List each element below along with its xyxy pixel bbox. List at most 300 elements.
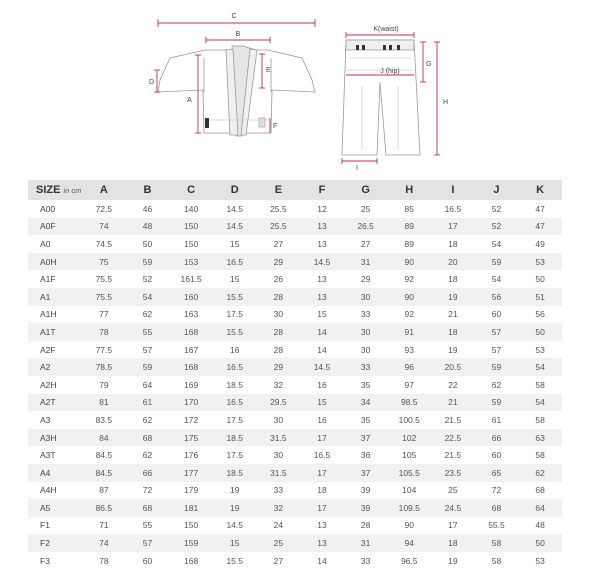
measure-cell: 17.5 xyxy=(226,309,243,320)
measure-cell: 30 xyxy=(344,323,388,341)
measure-cell: 28 xyxy=(360,520,371,531)
measure-cell: 75.5 xyxy=(95,274,113,285)
size-cell: A2H xyxy=(40,379,57,390)
measure-cell: 62 xyxy=(142,450,153,461)
measure-cell: 60 xyxy=(491,309,502,320)
measure-cell: 39 xyxy=(360,485,371,496)
size-chart-table xyxy=(28,180,562,569)
header-col-g: G xyxy=(344,180,388,200)
measure-cell: 169 xyxy=(184,379,199,390)
measure-cell: 78 xyxy=(82,323,126,341)
measure-cell: 52 xyxy=(475,218,519,236)
table-row xyxy=(28,499,562,517)
size-cell: A3T xyxy=(40,450,56,461)
measure-cell: 61 xyxy=(491,414,502,425)
table-row xyxy=(28,394,562,412)
measure-cell: 68 xyxy=(126,429,170,447)
size-cell: A0F xyxy=(28,218,82,236)
measure-cell: 46 xyxy=(142,203,153,214)
measure-cell: 14.5 xyxy=(300,253,344,271)
measure-cell: 29.5 xyxy=(257,394,301,412)
header-col-b: B xyxy=(126,180,170,200)
measure-cell: 100.5 xyxy=(398,414,420,425)
measure-cell: 31 xyxy=(344,253,388,271)
jacket-label-b: B xyxy=(235,31,241,38)
measure-cell: 91 xyxy=(387,323,431,341)
measure-cell: 17.5 xyxy=(226,450,243,461)
size-cell: F3 xyxy=(40,555,50,566)
header-col-k: K xyxy=(518,180,562,200)
header-size: SIZE in cm xyxy=(28,180,82,200)
measure-cell: 54 xyxy=(491,238,502,249)
measure-cell: 34 xyxy=(344,394,388,412)
measure-cell: 50 xyxy=(518,534,562,552)
measure-cell: 59 xyxy=(126,358,170,376)
measure-cell: 58 xyxy=(491,555,502,566)
jacket-label-c: C xyxy=(231,13,237,20)
measure-cell: 50 xyxy=(518,323,562,341)
measure-cell: 98.5 xyxy=(387,394,431,412)
measure-cell: 37 xyxy=(344,464,388,482)
measure-cell: 94 xyxy=(387,534,431,552)
measure-cell: 48 xyxy=(535,520,545,531)
measure-cell: 15 xyxy=(317,309,327,320)
measure-cell: 18 xyxy=(448,238,458,249)
size-cell: A3H xyxy=(28,429,82,447)
pants-label-h: H xyxy=(443,99,449,106)
measure-cell: 55 xyxy=(142,520,153,531)
measure-cell: 79 xyxy=(99,379,109,390)
measure-cell: 16 xyxy=(317,379,327,390)
size-diagram xyxy=(0,0,590,175)
measure-cell: 29 xyxy=(257,253,301,271)
measure-cell: 19 xyxy=(230,485,240,496)
measure-cell: 47 xyxy=(535,203,545,214)
measure-cell: 18.5 xyxy=(226,379,243,390)
measure-cell: 21.5 xyxy=(444,450,462,461)
measure-cell: 24 xyxy=(273,520,284,531)
measure-cell: 31.5 xyxy=(257,429,301,447)
measure-cell: 31 xyxy=(344,534,388,552)
measure-cell: 16 xyxy=(317,414,327,425)
measure-cell: 15.5 xyxy=(213,288,257,306)
measure-cell: 105.5 xyxy=(387,464,431,482)
measure-cell: 161.5 xyxy=(180,274,202,285)
measure-cell: 32 xyxy=(257,499,301,517)
header-col-c: C xyxy=(169,180,213,200)
size-cell: F1 xyxy=(40,520,50,531)
measure-cell: 74 xyxy=(82,534,126,552)
measure-cell: 32 xyxy=(273,379,284,390)
measure-cell: 150 xyxy=(169,218,213,236)
measure-cell: 109.5 xyxy=(387,499,431,517)
measure-cell: 168 xyxy=(184,555,199,566)
measure-cell: 59 xyxy=(126,253,170,271)
measure-cell: 51 xyxy=(518,288,562,306)
measure-cell: 89 xyxy=(387,218,431,236)
measure-cell: 17 xyxy=(448,520,458,531)
measure-cell: 90 xyxy=(387,253,431,271)
measure-cell: 13 xyxy=(300,534,344,552)
size-cell: A0H xyxy=(28,253,82,271)
table-row xyxy=(28,376,562,394)
measure-cell: 179 xyxy=(184,485,199,496)
size-cell: A1T xyxy=(28,323,82,341)
measure-cell: 21.5 xyxy=(444,414,462,425)
measure-cell: 96 xyxy=(387,358,431,376)
header-col-d: D xyxy=(213,180,257,200)
measure-cell: 18.5 xyxy=(213,429,257,447)
measure-cell: 50 xyxy=(142,238,153,249)
size-cell: A1 xyxy=(28,288,82,306)
pants-dimension-lines xyxy=(342,32,440,164)
measure-cell: 15.5 xyxy=(213,323,257,341)
size-cell: A4H xyxy=(40,485,57,496)
measure-cell: 81 xyxy=(82,394,126,412)
measure-cell: 52 xyxy=(491,203,502,214)
table-row xyxy=(28,552,562,570)
measure-cell: 54 xyxy=(126,288,170,306)
measure-cell: 21 xyxy=(431,394,475,412)
measure-cell: 53 xyxy=(535,344,545,355)
measure-cell: 53 xyxy=(535,555,545,566)
measure-cell: 26 xyxy=(273,274,284,285)
measure-cell: 16.5 xyxy=(213,394,257,412)
measure-cell: 17 xyxy=(300,464,344,482)
size-cell: A0 xyxy=(40,238,51,249)
measure-cell: 58 xyxy=(535,379,545,390)
measure-cell: 15.5 xyxy=(226,555,243,566)
measure-cell: 104 xyxy=(402,485,417,496)
jacket-label-f: F xyxy=(273,123,278,130)
measure-cell: 19 xyxy=(448,344,458,355)
measure-cell: 61 xyxy=(126,394,170,412)
measure-cell: 85 xyxy=(404,203,414,214)
measure-cell: 13 xyxy=(317,238,327,249)
pants-label-hip: J (hip) xyxy=(380,68,400,75)
measure-cell: 150 xyxy=(184,520,199,531)
measure-cell: 86.5 xyxy=(82,499,126,517)
size-cell: A2T xyxy=(28,394,82,412)
size-cell: F2 xyxy=(28,534,82,552)
measure-cell: 13 xyxy=(300,288,344,306)
measure-cell: 50 xyxy=(535,274,545,285)
table-row xyxy=(28,411,562,429)
pants-label-i: I xyxy=(356,165,358,172)
measure-cell: 28 xyxy=(257,288,301,306)
header-col-f: F xyxy=(300,180,344,200)
measure-cell: 35 xyxy=(360,379,371,390)
jacket-label-d: D xyxy=(149,79,155,86)
measure-cell: 62 xyxy=(518,464,562,482)
measure-cell: 75 xyxy=(82,253,126,271)
table-row xyxy=(28,235,562,253)
table-row xyxy=(28,288,562,306)
measure-cell: 17 xyxy=(300,499,344,517)
size-cell: A1F xyxy=(40,274,56,285)
measure-cell: 57 xyxy=(126,534,170,552)
measure-cell: 25 xyxy=(448,485,458,496)
measure-cell: 159 xyxy=(169,534,213,552)
measure-cell: 33 xyxy=(273,485,284,496)
measure-cell: 17 xyxy=(300,429,344,447)
measure-cell: 62 xyxy=(491,379,502,390)
measure-cell: 77.5 xyxy=(95,344,113,355)
table-row xyxy=(28,341,562,359)
measure-cell: 181 xyxy=(169,499,213,517)
measure-cell: 25 xyxy=(257,534,301,552)
pants-label-waist: K(waist) xyxy=(373,26,399,33)
measure-cell: 21 xyxy=(448,309,458,320)
measure-cell: 33 xyxy=(344,358,388,376)
measure-cell: 72.5 xyxy=(95,203,113,214)
measure-cell: 28 xyxy=(273,344,284,355)
table-row xyxy=(28,517,562,535)
measure-cell: 172 xyxy=(184,414,199,425)
measure-cell: 168 xyxy=(169,323,213,341)
header-col-h: H xyxy=(387,180,431,200)
measure-cell: 14.5 xyxy=(226,520,243,531)
measure-cell: 84.5 xyxy=(95,450,113,461)
measure-cell: 96.5 xyxy=(400,555,418,566)
size-cell: A00 xyxy=(40,203,56,214)
measure-cell: 31.5 xyxy=(257,464,301,482)
measure-cell: 62 xyxy=(142,414,153,425)
measure-cell: 58 xyxy=(535,414,545,425)
measure-cell: 19 xyxy=(213,499,257,517)
measure-cell: 12 xyxy=(317,203,327,214)
measure-cell: 60 xyxy=(142,555,153,566)
measure-cell: 83.5 xyxy=(95,414,113,425)
measure-cell: 163 xyxy=(184,309,199,320)
measure-cell: 77 xyxy=(99,309,109,320)
measure-cell: 57 xyxy=(491,344,502,355)
measure-cell: 177 xyxy=(169,464,213,482)
measure-cell: 55.5 xyxy=(488,520,505,531)
measure-cell: 78.5 xyxy=(82,358,126,376)
measure-cell: 29 xyxy=(360,274,371,285)
measure-cell: 16.5 xyxy=(213,253,257,271)
measure-cell: 30 xyxy=(344,288,388,306)
measure-cell: 13 xyxy=(300,218,344,236)
size-cell: A3 xyxy=(40,414,51,425)
jacket-label-a: A xyxy=(187,97,192,104)
measure-cell: 25.5 xyxy=(270,203,287,214)
measure-cell: 150 xyxy=(184,238,199,249)
table-row xyxy=(28,253,562,271)
measure-cell: 30 xyxy=(273,309,284,320)
measure-cell: 170 xyxy=(169,394,213,412)
measure-cell: 30 xyxy=(360,344,371,355)
measure-cell: 18 xyxy=(431,323,475,341)
table-row xyxy=(28,306,562,324)
measure-cell: 39 xyxy=(344,499,388,517)
measure-cell: 25.5 xyxy=(257,218,301,236)
measure-cell: 49 xyxy=(535,238,545,249)
measure-cell: 26.5 xyxy=(344,218,388,236)
measure-cell: 62 xyxy=(142,309,153,320)
measure-cell: 52 xyxy=(142,274,153,285)
measure-cell: 27 xyxy=(360,238,371,249)
measure-cell: 168 xyxy=(169,358,213,376)
measure-cell: 48 xyxy=(126,218,170,236)
measure-cell: 92 xyxy=(404,309,414,320)
measure-cell: 97 xyxy=(404,379,414,390)
size-cell: A2 xyxy=(28,358,82,376)
measure-cell: 13 xyxy=(317,274,327,285)
measure-cell: 59 xyxy=(475,394,519,412)
jacket-label-e: E xyxy=(266,67,271,74)
measure-cell: 47 xyxy=(518,218,562,236)
measure-cell: 13 xyxy=(317,520,327,531)
measure-cell: 53 xyxy=(518,253,562,271)
measure-cell: 15 xyxy=(230,238,240,249)
measure-cell: 90 xyxy=(387,288,431,306)
table-row xyxy=(28,358,562,376)
size-cell: A1H xyxy=(40,309,57,320)
size-cell: A4 xyxy=(28,464,82,482)
measure-cell: 18 xyxy=(431,534,475,552)
table-row xyxy=(28,464,562,482)
table-body xyxy=(28,200,562,569)
measure-cell: 18 xyxy=(448,274,458,285)
measure-cell: 19 xyxy=(448,555,458,566)
measure-cell: 16 xyxy=(230,344,240,355)
measure-cell: 56 xyxy=(475,288,519,306)
header-unit: in cm xyxy=(63,186,82,195)
header-col-j: J xyxy=(475,180,519,200)
measure-cell: 167 xyxy=(184,344,199,355)
table-row xyxy=(28,429,562,447)
measure-cell: 65 xyxy=(475,464,519,482)
measure-cell: 74.5 xyxy=(95,238,113,249)
measure-cell: 20.5 xyxy=(431,358,475,376)
measure-cell: 18.5 xyxy=(213,464,257,482)
measure-cell: 153 xyxy=(169,253,213,271)
measure-cell: 68 xyxy=(126,499,170,517)
measure-cell: 78 xyxy=(99,555,109,566)
measure-cell: 140 xyxy=(184,203,199,214)
measure-cell: 14 xyxy=(317,344,327,355)
measure-cell: 68 xyxy=(475,499,519,517)
measure-cell: 54 xyxy=(518,394,562,412)
measure-cell: 16.5 xyxy=(213,358,257,376)
size-cell: A2F xyxy=(40,344,56,355)
measure-cell: 23.5 xyxy=(431,464,475,482)
measure-cell: 17.5 xyxy=(226,414,243,425)
measure-cell: 17 xyxy=(431,218,475,236)
measure-cell: 63 xyxy=(518,429,562,447)
measure-cell: 22.5 xyxy=(431,429,475,447)
table-row xyxy=(28,446,562,464)
measure-cell: 66 xyxy=(126,464,170,482)
measure-cell: 60 xyxy=(491,450,502,461)
measure-cell: 176 xyxy=(184,450,199,461)
measure-cell: 35 xyxy=(360,414,371,425)
measure-cell: 14 xyxy=(317,555,327,566)
measure-cell: 175 xyxy=(169,429,213,447)
measure-cell: 72 xyxy=(142,485,153,496)
size-cell: A5 xyxy=(28,499,82,517)
measure-cell: 15 xyxy=(300,394,344,412)
measure-cell: 58 xyxy=(475,534,519,552)
measure-cell: 90 xyxy=(404,520,414,531)
measure-cell: 84 xyxy=(82,429,126,447)
table-row xyxy=(28,200,562,218)
measure-cell: 30 xyxy=(273,414,284,425)
measure-cell: 16.5 xyxy=(313,450,331,461)
measure-cell: 25 xyxy=(360,203,371,214)
measure-cell: 57 xyxy=(475,323,519,341)
measure-cell: 68 xyxy=(535,485,545,496)
header-col-i: I xyxy=(431,180,475,200)
header-col-a: A xyxy=(82,180,126,200)
measure-cell: 30 xyxy=(273,450,284,461)
measure-cell: 54 xyxy=(491,274,502,285)
measure-cell: 22 xyxy=(448,379,458,390)
measure-cell: 27 xyxy=(273,555,284,566)
measure-cell: 18 xyxy=(317,485,327,496)
measure-cell: 14.5 xyxy=(226,203,243,214)
measure-cell: 27 xyxy=(273,238,284,249)
table-row xyxy=(28,534,562,552)
measure-cell: 14 xyxy=(300,323,344,341)
measure-cell: 29 xyxy=(257,358,301,376)
measure-cell: 14.5 xyxy=(300,358,344,376)
measure-cell: 33 xyxy=(360,309,371,320)
measure-cell: 16.5 xyxy=(444,203,462,214)
measure-cell: 15 xyxy=(230,274,240,285)
measure-cell: 33 xyxy=(360,555,371,566)
measure-cell: 64 xyxy=(142,379,153,390)
measure-cell: 28 xyxy=(257,323,301,341)
pants-illustration xyxy=(342,40,420,155)
measure-cell: 72 xyxy=(491,485,502,496)
measure-cell: 71 xyxy=(99,520,109,531)
table-row xyxy=(28,270,562,288)
table-row xyxy=(28,323,562,341)
measure-cell: 93 xyxy=(404,344,414,355)
pants-label-g: G xyxy=(426,61,432,68)
header-col-e: E xyxy=(257,180,301,200)
measure-cell: 55 xyxy=(126,323,170,341)
table-header-row xyxy=(28,180,562,200)
measure-cell: 59 xyxy=(475,358,519,376)
measure-cell: 54 xyxy=(518,358,562,376)
measure-cell: 36 xyxy=(360,450,371,461)
measure-cell: 84.5 xyxy=(82,464,126,482)
measure-cell: 58 xyxy=(535,450,545,461)
jacket-illustration xyxy=(158,46,315,136)
measure-cell: 160 xyxy=(169,288,213,306)
measure-cell: 14.5 xyxy=(213,218,257,236)
measure-cell: 37 xyxy=(344,429,388,447)
measure-cell: 19 xyxy=(431,288,475,306)
measure-cell: 59 xyxy=(475,253,519,271)
measure-cell: 89 xyxy=(404,238,414,249)
table-row xyxy=(28,482,562,500)
measure-cell: 87 xyxy=(99,485,109,496)
measure-cell: 56 xyxy=(535,309,545,320)
measure-cell: 92 xyxy=(404,274,414,285)
table-row xyxy=(28,218,562,236)
measure-cell: 20 xyxy=(431,253,475,271)
measure-cell: 74 xyxy=(82,218,126,236)
measure-cell: 64 xyxy=(518,499,562,517)
measure-cell: 24.5 xyxy=(431,499,475,517)
measure-cell: 15 xyxy=(213,534,257,552)
measure-cell: 75.5 xyxy=(82,288,126,306)
